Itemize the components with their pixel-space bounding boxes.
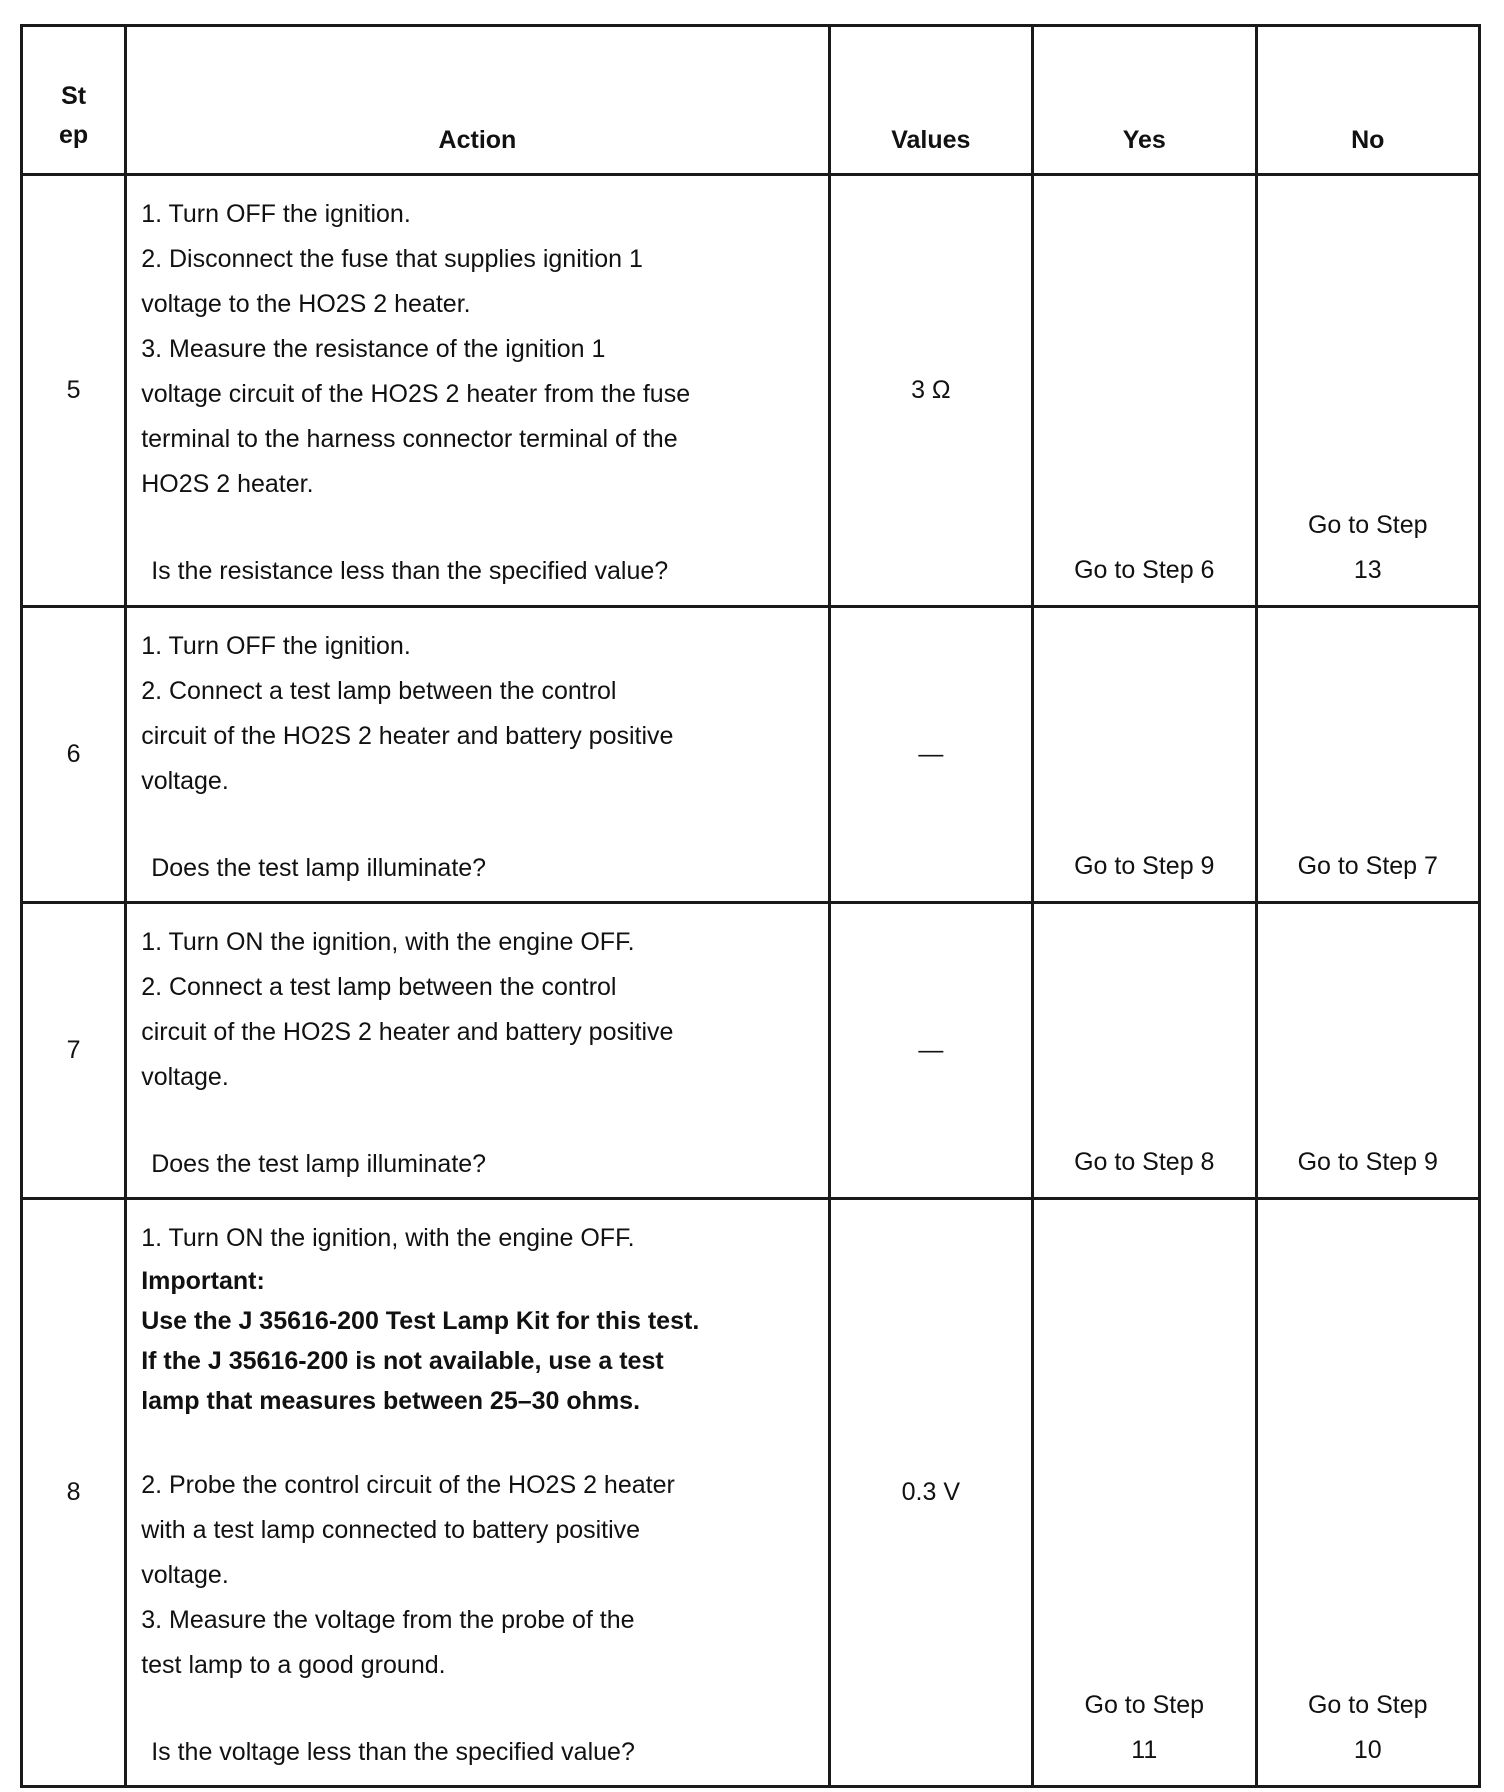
action-line: voltage circuit of the HO2S 2 heater from the fuse: [141, 380, 691, 408]
action-line: 1. Turn OFF the ignition.: [141, 632, 411, 660]
yes-text: Go to Step 8: [1074, 1148, 1215, 1176]
action-line: 2. Connect a test lamp between the control: [141, 973, 617, 1001]
table-row: [22, 175, 1480, 607]
action-line: 2. Probe the control circuit of the HO2S 2 heater: [141, 1471, 675, 1499]
yes-cell: [1033, 903, 1256, 1199]
action-line: test lamp to a good ground.: [141, 1651, 446, 1679]
action-cell: [126, 1199, 829, 1787]
table-row: [22, 1199, 1480, 1787]
no-text: Go to Step: [1307, 511, 1428, 539]
action-line: HO2S 2 heater.: [141, 470, 314, 498]
no-text: Go to Step 9: [1297, 1148, 1438, 1176]
important-text: If the J 35616-200 is not available, use a test: [141, 1347, 664, 1375]
header-step-line2: ep: [59, 121, 89, 149]
action-line: voltage to the HO2S 2 heater.: [141, 290, 471, 318]
no-text: Go to Step: [1307, 1691, 1428, 1719]
header-no: No: [1256, 26, 1480, 175]
yes-cell: [1033, 1199, 1256, 1787]
action-cell: [126, 903, 829, 1199]
value-cell: —: [829, 903, 1032, 1199]
important-text: lamp that measures between 25–30 ohms.: [141, 1387, 641, 1415]
header-values: Values: [829, 26, 1032, 175]
action-cell: [126, 607, 829, 903]
action-line: terminal to the harness connector terminal of the: [141, 425, 678, 453]
action-line: 2. Disconnect the fuse that supplies ignition 1: [141, 245, 643, 273]
action-question: Does the test lamp illuminate?: [151, 854, 487, 882]
yes-text: Go to Step 6: [1074, 556, 1215, 584]
action-line: 1. Turn ON the ignition, with the engine OFF.: [141, 1224, 635, 1252]
action-line: 3. Measure the resistance of the ignition 1: [141, 335, 606, 363]
yes-text: 11: [1131, 1736, 1158, 1764]
value-cell: 3 Ω: [829, 175, 1032, 607]
no-text: Go to Step 7: [1297, 852, 1438, 880]
step-number: 8: [22, 1199, 126, 1787]
step-number: 7: [22, 903, 126, 1199]
no-text: 10: [1353, 1736, 1382, 1764]
action-cell: [126, 175, 829, 607]
action-line: voltage.: [141, 1561, 229, 1589]
yes-cell: [1033, 175, 1256, 607]
important-text: Use the J 35616-200 Test Lamp Kit for this test.: [141, 1307, 700, 1335]
header-step: [22, 26, 126, 175]
action-question: Does the test lamp illuminate?: [151, 1150, 487, 1178]
header-step-line1: St: [61, 82, 87, 110]
no-text: 13: [1353, 556, 1382, 584]
action-line: 1. Turn ON the ignition, with the engine OFF.: [141, 928, 635, 956]
yes-cell: [1033, 607, 1256, 903]
action-question: Is the voltage less than the specified value?: [151, 1738, 635, 1766]
action-line: circuit of the HO2S 2 heater and battery positive: [141, 722, 674, 750]
value-cell: —: [829, 607, 1032, 903]
header-action: Action: [126, 26, 829, 175]
yes-text: Go to Step 9: [1074, 852, 1215, 880]
header-yes: Yes: [1033, 26, 1256, 175]
important-label: Important:: [141, 1267, 265, 1295]
no-cell: [1256, 903, 1480, 1199]
action-question: Is the resistance less than the specified value?: [151, 557, 669, 585]
step-number: 5: [22, 175, 126, 607]
action-line: 3. Measure the voltage from the probe of the: [141, 1606, 635, 1634]
no-cell: [1256, 175, 1480, 607]
no-cell: [1256, 1199, 1480, 1787]
action-line: voltage.: [141, 1063, 229, 1091]
value-cell: 0.3 V: [829, 1199, 1032, 1787]
action-line: circuit of the HO2S 2 heater and battery positive: [141, 1018, 674, 1046]
table-row: [22, 607, 1480, 903]
table-row: [22, 903, 1480, 1199]
diagnostic-table: [20, 24, 1481, 1788]
yes-text: Go to Step: [1084, 1691, 1205, 1719]
step-number: 6: [22, 607, 126, 903]
action-line: 2. Connect a test lamp between the control: [141, 677, 617, 705]
header-row: [22, 26, 1480, 175]
action-line: voltage.: [141, 767, 229, 795]
action-line: with a test lamp connected to battery positive: [141, 1516, 641, 1544]
no-cell: [1256, 607, 1480, 903]
action-line: 1. Turn OFF the ignition.: [141, 200, 411, 228]
